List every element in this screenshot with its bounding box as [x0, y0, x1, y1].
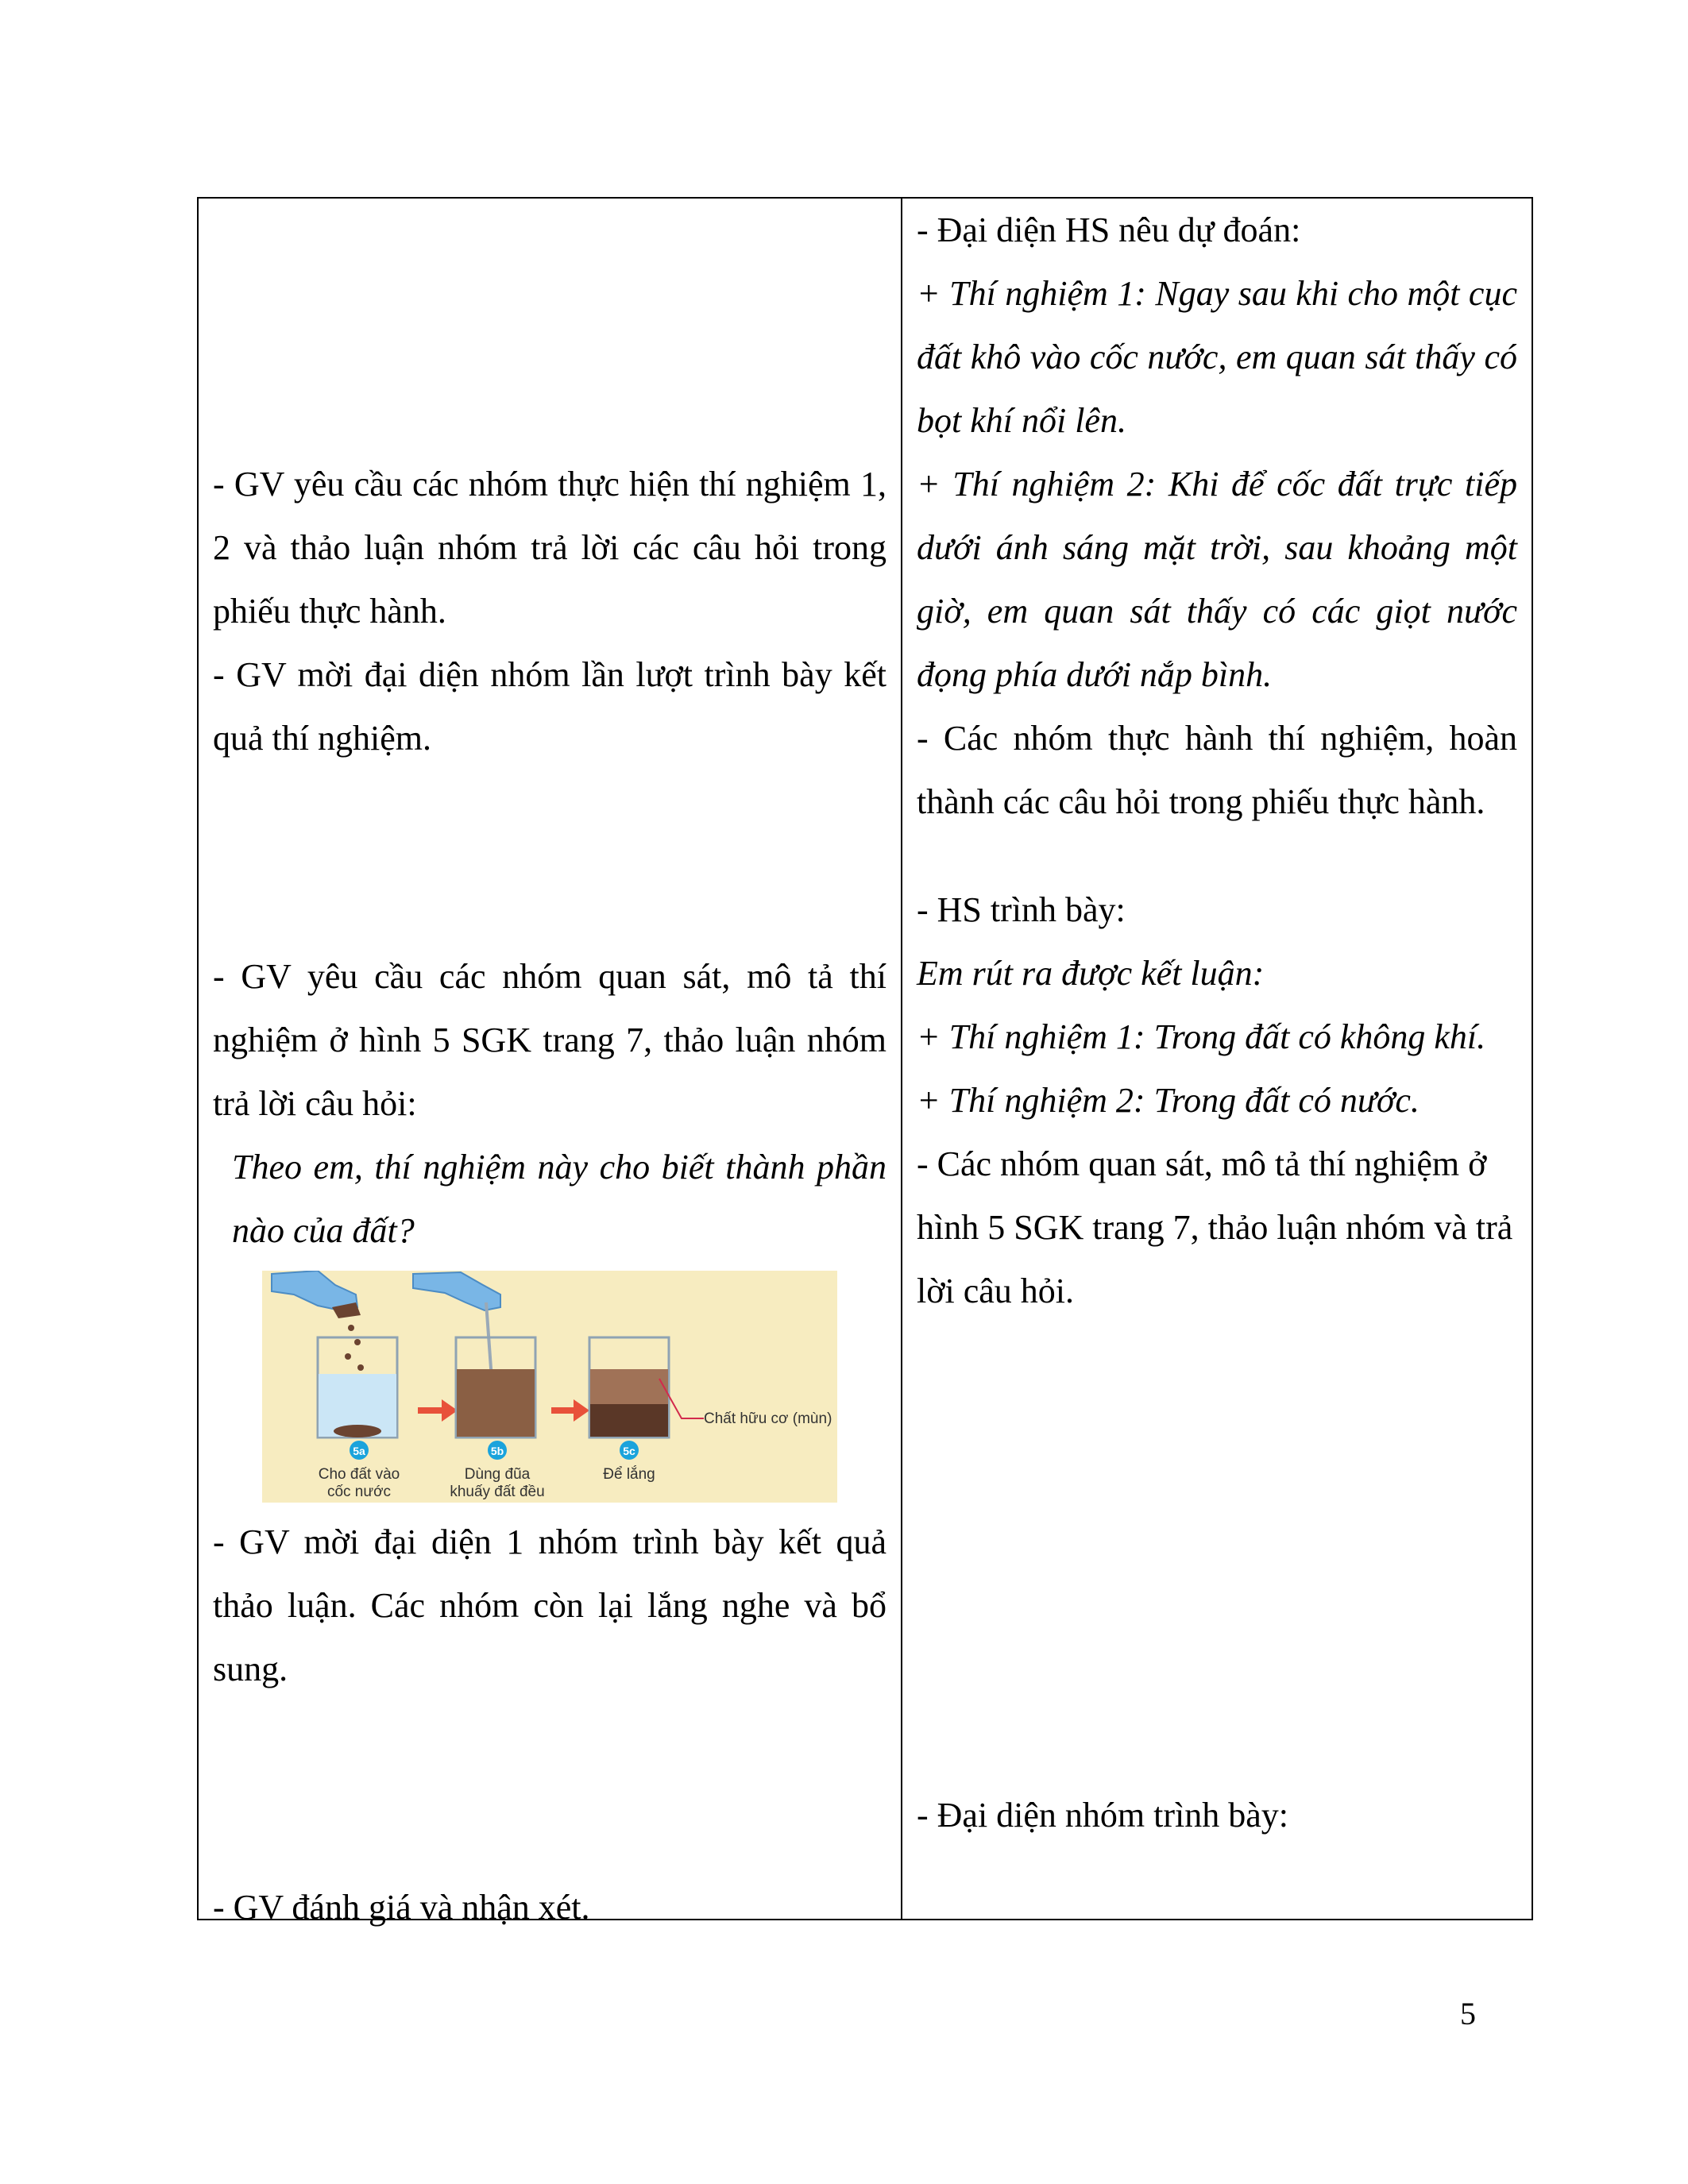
column-divider — [901, 199, 902, 1919]
right-paragraph-9: - Các nhóm quan sát, mô tả thí nghiệm ở hình 5 SGK trang 7, thảo luận nhóm và trả lời câu hỏi. — [917, 1144, 1513, 1310]
spacer — [213, 770, 886, 945]
student-activities-column — [917, 199, 1517, 1847]
right-paragraph-8: + Thí nghiệm 2: Trong đất có nước. — [917, 1081, 1420, 1120]
glove-a-icon — [272, 1271, 357, 1310]
sediment-c — [590, 1404, 668, 1437]
experiment-illustration — [262, 1271, 837, 1503]
spacer — [213, 1701, 886, 1876]
left-paragraph-1: - GV yêu cầu các nhóm thực hiện thí nghiệm 1, 2 và thảo luận nhóm trả lời các câu hỏi trong phiếu thực hành. — [213, 465, 886, 631]
teacher-activities-column — [213, 199, 886, 1939]
soil-lump-a — [334, 1425, 381, 1437]
arrow-2-icon — [551, 1399, 589, 1422]
spacer — [917, 1323, 1517, 1784]
right-paragraph-4: - Các nhóm thực hành thí nghiệm, hoàn thành các câu hỏi trong phiếu thực hành. — [917, 719, 1517, 821]
right-paragraph-7: + Thí nghiệm 1: Trong đất có không khí. — [917, 1017, 1486, 1056]
right-paragraph-2: + Thí nghiệm 1: Ngay sau khi cho một cục đất khô vào cốc nước, em quan sát thấy có bọt khí nổi lên. — [917, 274, 1517, 440]
spacer — [917, 834, 1517, 878]
left-paragraph-5: - GV mời đại diện 1 nhóm trình bày kết quả thảo luận. Các nhóm còn lại lắng nghe và bổ sung. — [213, 1522, 886, 1688]
left-paragraph-6: - GV đánh giá và nhận xét. — [213, 1888, 590, 1927]
badge-5c: 5c — [623, 1445, 635, 1457]
right-paragraph-10: - Đại diện nhóm trình bày: — [917, 1796, 1289, 1835]
two-column-table — [197, 197, 1533, 1927]
right-paragraph-1: - Đại diện HS nêu dự đoán: — [917, 210, 1301, 249]
experiment-figure — [262, 1271, 837, 1503]
caption-b-line1: Dùng đũa — [464, 1466, 531, 1483]
caption-a-line1: Cho đất vào — [318, 1466, 400, 1483]
callout-label: Chất hữu cơ (mùn) — [704, 1410, 832, 1427]
caption-b-line2: khuấy đất đều — [450, 1484, 545, 1500]
left-paragraph-3: - GV yêu cầu các nhóm quan sát, mô tả thí nghiệm ở hình 5 SGK trang 7, thảo luận nhóm trả lời câu hỏi: — [213, 957, 886, 1123]
badge-5b: 5b — [490, 1445, 504, 1457]
page-number: 5 — [1460, 1996, 1476, 2032]
caption-a-line2: cốc nước — [326, 1484, 392, 1500]
muddy-water-b — [457, 1369, 535, 1437]
spacer — [213, 199, 886, 453]
badge-5a: 5a — [353, 1445, 365, 1457]
arrow-1-icon — [418, 1399, 458, 1422]
left-question: Theo em, thí nghiệm này cho biết thành phần nào của đất? — [232, 1148, 886, 1250]
right-paragraph-5: - HS trình bày: — [917, 890, 1126, 929]
right-paragraph-6: Em rút ra được kết luận: — [917, 954, 1265, 993]
right-paragraph-3: + Thí nghiệm 2: Khi để cốc đất trực tiếp dưới ánh sáng mặt trời, sau khoảng một giờ, em quan sát thấy có các giọt nước đọng phía dưới nắp bình. — [917, 465, 1517, 694]
caption-c: Để lắng — [603, 1466, 655, 1483]
left-paragraph-2: - GV mời đại diện nhóm lần lượt trình bày kết quả thí nghiệm. — [213, 655, 886, 758]
